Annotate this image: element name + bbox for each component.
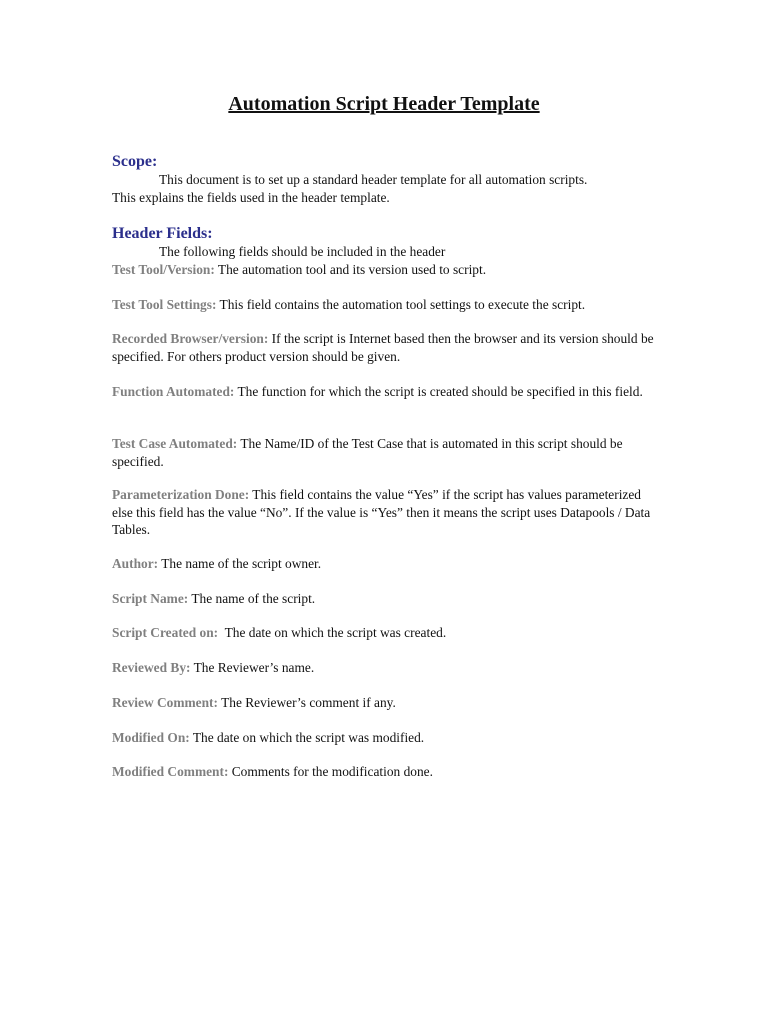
field-description: If the script is Internet based then the browser and its version should be specified. For others product version should be given. xyxy=(112,331,654,364)
field-recorded-browser-version xyxy=(112,330,657,365)
field-label: Function Automated: xyxy=(112,384,235,399)
field-label: Modified Comment: xyxy=(112,764,229,779)
field-description: Comments for the modification done. xyxy=(228,764,433,779)
field-description: The name of the script. xyxy=(188,591,316,606)
field-label: Test Case Automated: xyxy=(112,436,238,451)
field-function-automated xyxy=(112,383,657,401)
field-description: The date on which the script was modified. xyxy=(189,730,425,745)
field-label: Modified On: xyxy=(112,730,190,745)
field-author xyxy=(112,555,657,573)
field-label: Author: xyxy=(112,556,159,571)
scope-text-line-1: This document is to set up a standard header template for all automation scripts. xyxy=(159,172,588,187)
field-test-case-automated xyxy=(112,435,657,470)
field-description: This field contains the automation tool settings to execute the script. xyxy=(216,297,586,312)
header-fields-heading: Header Fields: xyxy=(112,225,213,242)
page-title: Automation Script Header Template xyxy=(228,93,540,115)
field-label: Test Tool/Version: xyxy=(112,262,215,277)
field-description: This field contains the value “Yes” if the script has values parameterized else this field has the value “No”. If the value is “Yes” then it means the script uses Datapools / Data Tables. xyxy=(112,487,651,537)
field-description: The date on which the script was created. xyxy=(218,625,447,640)
field-label: Script Name: xyxy=(112,591,189,606)
field-label: Reviewed By: xyxy=(112,660,191,675)
field-label: Script Created on: xyxy=(112,625,219,640)
field-description: The name of the script owner. xyxy=(158,556,322,571)
field-description: The Reviewer’s name. xyxy=(190,660,315,675)
field-modified-comment xyxy=(112,763,657,781)
field-label: Parameterization Done: xyxy=(112,487,250,502)
scope-heading: Scope: xyxy=(112,153,158,170)
field-description: The function for which the script is created should be specified in this field. xyxy=(234,384,643,399)
field-script-name xyxy=(112,590,657,608)
field-parameterization-done xyxy=(112,486,657,539)
field-label: Test Tool Settings: xyxy=(112,297,217,312)
field-script-created-on xyxy=(112,624,657,642)
scope-text-line-2: This explains the fields used in the header template. xyxy=(112,190,390,205)
field-test-tool-version xyxy=(112,261,657,279)
field-description: The automation tool and its version used to script. xyxy=(214,262,487,277)
header-fields-intro: The following fields should be included in the header xyxy=(159,244,446,259)
field-description: The Name/ID of the Test Case that is automated in this script should be specified. xyxy=(112,436,623,469)
field-reviewed-by xyxy=(112,659,657,677)
field-label: Review Comment: xyxy=(112,695,218,710)
field-modified-on xyxy=(112,729,657,747)
field-label: Recorded Browser/version: xyxy=(112,331,269,346)
field-test-tool-settings xyxy=(112,296,657,314)
field-description: The Reviewer’s comment if any. xyxy=(217,695,396,710)
field-review-comment xyxy=(112,694,657,712)
